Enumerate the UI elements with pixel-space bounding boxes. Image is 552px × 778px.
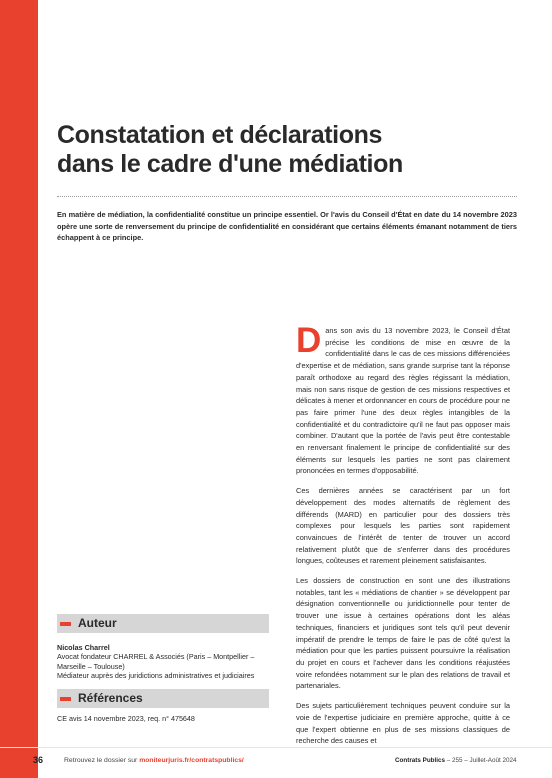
drop-cap: D <box>296 321 322 360</box>
body-column <box>296 321 510 747</box>
page-number: 36 <box>33 755 44 765</box>
footer-issue <box>395 757 516 764</box>
body-paragraph-3: Les dossiers de construction en sont une des illustrations notables, tant les « médiations de chantier » se développent par désignation conventionnelle ou juridictionnelle pour tenter de trouver une issue à certaines opérations dont les aléas techniques, financiers et juridiques sont tels qu'il peut devenir impératif de prendre le temps de faire le pas de côté qu'est la médiation pour que les parties puissent poursuivre la réalisation du projet en cours et l'achever dans les conditions réajustées voire refondées notamment sur le plan des relations de travail et partenariales. <box>296 576 510 691</box>
accent-sidebar-bar <box>0 0 38 778</box>
red-marker-icon <box>60 622 71 626</box>
author-role-2: Marseille – Toulouse) <box>57 661 125 671</box>
author-heading-box <box>57 614 269 633</box>
body-paragraph-4: Des sujets particulièrement techniques peuvent conduire sur la voie de l'expertise judiciaire en première approche, quitte à ce que l'expert obtienne en plus de ses missions classiques de recherche des causes et <box>296 701 510 746</box>
article-lead: En matière de médiation, la confidentialité constitue un principe essentiel. Or l'avis du Conseil d'État en date du 14 novembre 2023 opère une sorte de renversement du principe de confidentialité en considérant que certains éléments émanant notamment de tiers échappent à ce principe. <box>57 210 517 243</box>
journal-name: Contrats Publics <box>395 757 446 764</box>
author-name: Nicolas Charrel <box>57 643 110 652</box>
title-line-1: Constatation et déclarations <box>57 121 382 149</box>
author-heading: Auteur <box>78 616 117 630</box>
references-heading-box <box>57 689 269 708</box>
body-paragraph-1: Dans son avis du 13 novembre 2023, le Conseil d'État précise les conditions de mise en œuvre de la confidentialité dans le cas de ces missions différenciées d'expertise et de médiation, sans grande surprise tant la réponse paraît orthodoxe au regard des règles régissant la médiation, mais non sans risque de gestion de ces missions respectives et délicates à mener et ordonnancer en cours de procédure pour ne pas faire primer l'une des deux règles intangibles de la confidentialité et du contradictoire qu'il ne faut pas opposer mais combiner. D'autant que la portée de l'avis peut être contestable en renversant finalement le principe de confidentialité sur des éléments sur lesquels les parties ne sont pas clairement prononcées en termes d'opposabilité. <box>296 321 510 476</box>
author-role-3: Médiateur auprès des juridictions administratives et judiciaires <box>57 671 255 681</box>
reference-item: CE avis 14 novembre 2023, req. n° 475648 <box>57 714 195 723</box>
dossier-link[interactable]: moniteurjuris.fr/contratspublics/ <box>139 757 244 764</box>
author-role-1: Avocat fondateur CHARREL & Associés (Paris – Montpellier – <box>57 652 255 662</box>
title-line-2: dans le cadre d'une médiation <box>57 150 403 178</box>
title-divider <box>57 196 517 197</box>
issue-info: – 255 – Juillet-Août 2024 <box>445 757 517 764</box>
red-marker-icon <box>60 697 71 701</box>
references-heading: Références <box>78 691 143 705</box>
article-title <box>57 121 517 179</box>
footer-dossier-note: Retrouvez le dossier sur moniteurjuris.fr/contratspublics/ <box>64 757 244 764</box>
page-footer <box>0 747 552 770</box>
body-paragraph-2: Ces dernières années se caractérisent par un fort développement des modes alternatifs de règlement des différends (MARD) en particulier pour des dossiers très complexes pour lesquels les parties sont rapidement convaincues de l'intérêt de tenter de trouver un accord relativement plutôt que de s'enferrer dans des procédures longues, coûteuses et rarement pleinement satisfaisantes. <box>296 486 510 566</box>
author-info <box>57 643 271 681</box>
